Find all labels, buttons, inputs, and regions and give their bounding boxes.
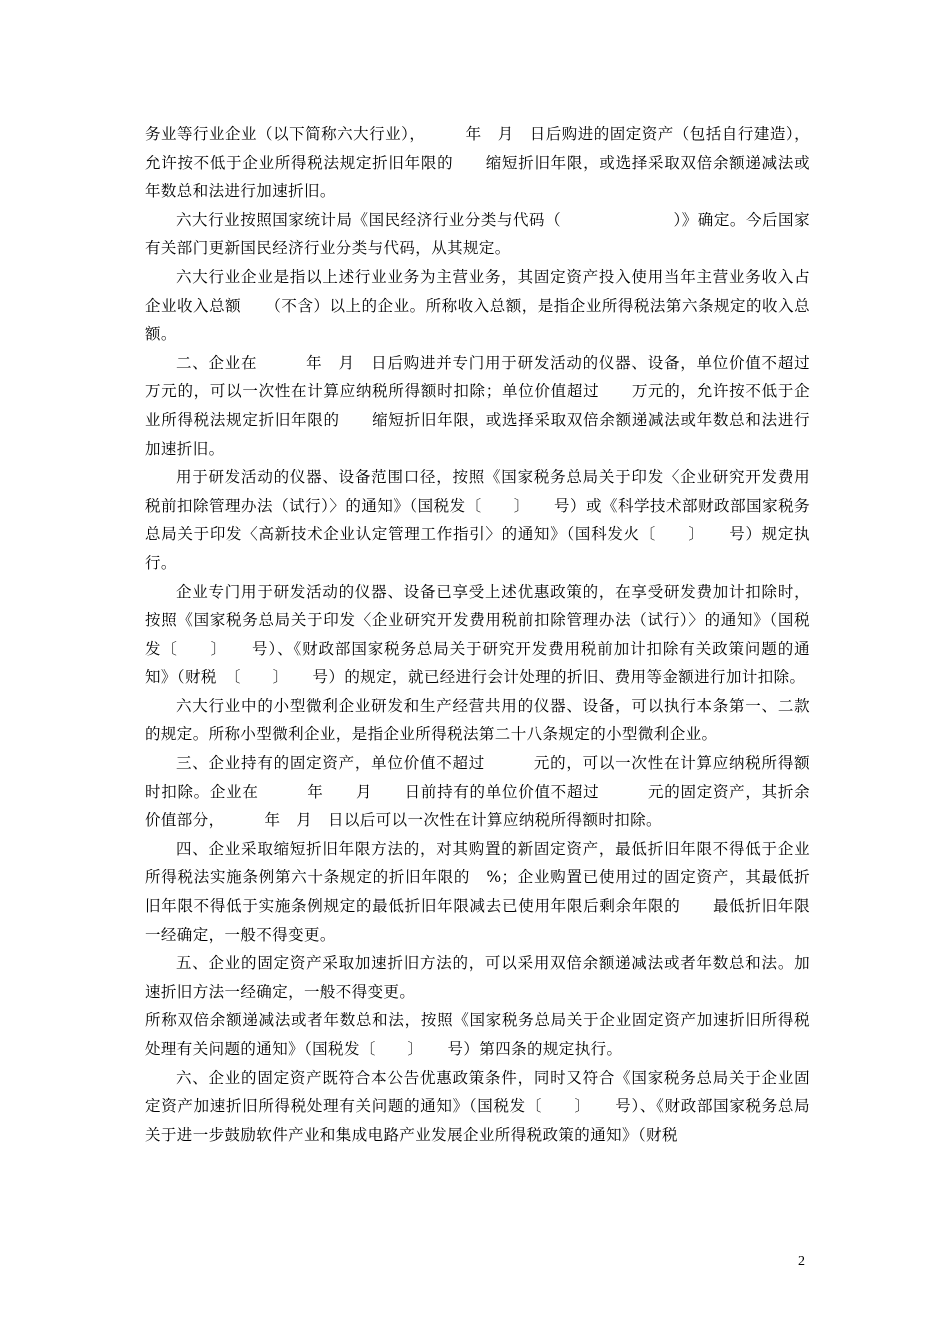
paragraph-10: 五、企业的固定资产采取加速折旧方法的，可以采用双倍余额递减法或者年数总和法。加速折旧方法一经确定，一般不得变更。 <box>145 954 810 1001</box>
page-number: 2 <box>798 1254 805 1269</box>
paragraph-3: 六大行业企业是指以上述行业业务为主营业务，其固定资产投入使用当年主营业务收入占企业收入总额 （不含）以上的企业。所称收入总额，是指企业所得税法第六条规定的收入总额。 <box>145 267 810 344</box>
paragraph-1: 务业等行业企业（以下简称六大行业）， 年 月 日后购进的固定资产（包括自行建造），允许按不低于企业所得税法规定折旧年限的 缩短折旧年限，或选择采取双倍余额递减法或年数总和法进行加速折旧。 <box>145 125 810 201</box>
paragraph-4: 二、企业在 年 月 日后购进并专门用于研发活动的仪器、设备，单位价值不超过 万元的，可以一次性在计算应纳税所得额时扣除；单位价值超过 万元的，允许按不低于企业所得税法规定折旧年限的 缩短折旧年限，或选择采取双倍余额递减法或年数总和法进行加速折旧。 <box>145 353 842 458</box>
paragraph-5: 用于研发活动的仪器、设备范围口径，按照《国家税务总局关于印发〈企业研究开发费用税前扣除管理办法（试行）〉的通知》（国税发〔 〕 号）或《科学技术部财政部国家税务总局关于印发〈高新技术企业认定管理工作指引〉的通知》（国科发火〔 〕 号）规定执行。 <box>145 468 810 572</box>
paragraph-2: 六大行业按照国家统计局《国民经济行业分类与代码（ ）》确定。今后国家有关部门更新国民经济行业分类与代码，从其规定。 <box>145 210 810 258</box>
paragraph-12: 六、企业的固定资产既符合本公告优惠政策条件，同时又符合《国家税务总局关于企业固定资产加速折旧所得税处理有关问题的通知》（国税发〔 〕 号）、《财政部国家税务总局关于进一步鼓励软件产业和集成电路产业发展企业所得税政策的通知》（财税 <box>145 1068 810 1144</box>
document-body <box>145 120 842 1149</box>
paragraph-7: 六大行业中的小型微利企业研发和生产经营共用的仪器、设备，可以执行本条第一、二款的规定。所称小型微利企业，是指企业所得税法第二十八条规定的小型微利企业。 <box>145 696 810 744</box>
paragraph-8: 三、企业持有的固定资产，单位价值不超过 元的，可以一次性在计算应纳税所得额时扣除。企业在 年 月 日前持有的单位价值不超过 元的固定资产，其折余价值部分， 年 月 日以后可以一次性在计算应纳税所得额时扣除。 <box>145 754 810 830</box>
paragraph-6: 企业专门用于研发活动的仪器、设备已享受上述优惠政策的，在享受研发费加计扣除时，按照《国家税务总局关于印发〈企业研究开发费用税前扣除管理办法（试行）〉的通知》（国税发〔 〕 号）、《财政部国家税务总局关于研究开发费用税前加计扣除有关政策问题的通知》（财税 〔 〕 号）的规定，就已经进行会计处理的折旧、费用等金额进行加计扣除。 <box>145 582 810 687</box>
paragraph-9: 四、企业采取缩短折旧年限方法的，对其购置的新固定资产，最低折旧年限不得低于企业所得税法实施条例第六十条规定的折旧年限的 %；企业购置已使用过的固定资产，其最低折旧年限不得低于实施条例规定的最低折旧年限减去已使用年限后剩余年限的 最低折旧年限一经确定，一般不得变更。 <box>145 839 810 944</box>
paragraph-11: 所称双倍余额递减法或者年数总和法，按照《国家税务总局关于企业固定资产加速折旧所得税处理有关问题的通知》（国税发〔 〕 号）第四条的规定执行。 <box>145 1011 810 1058</box>
